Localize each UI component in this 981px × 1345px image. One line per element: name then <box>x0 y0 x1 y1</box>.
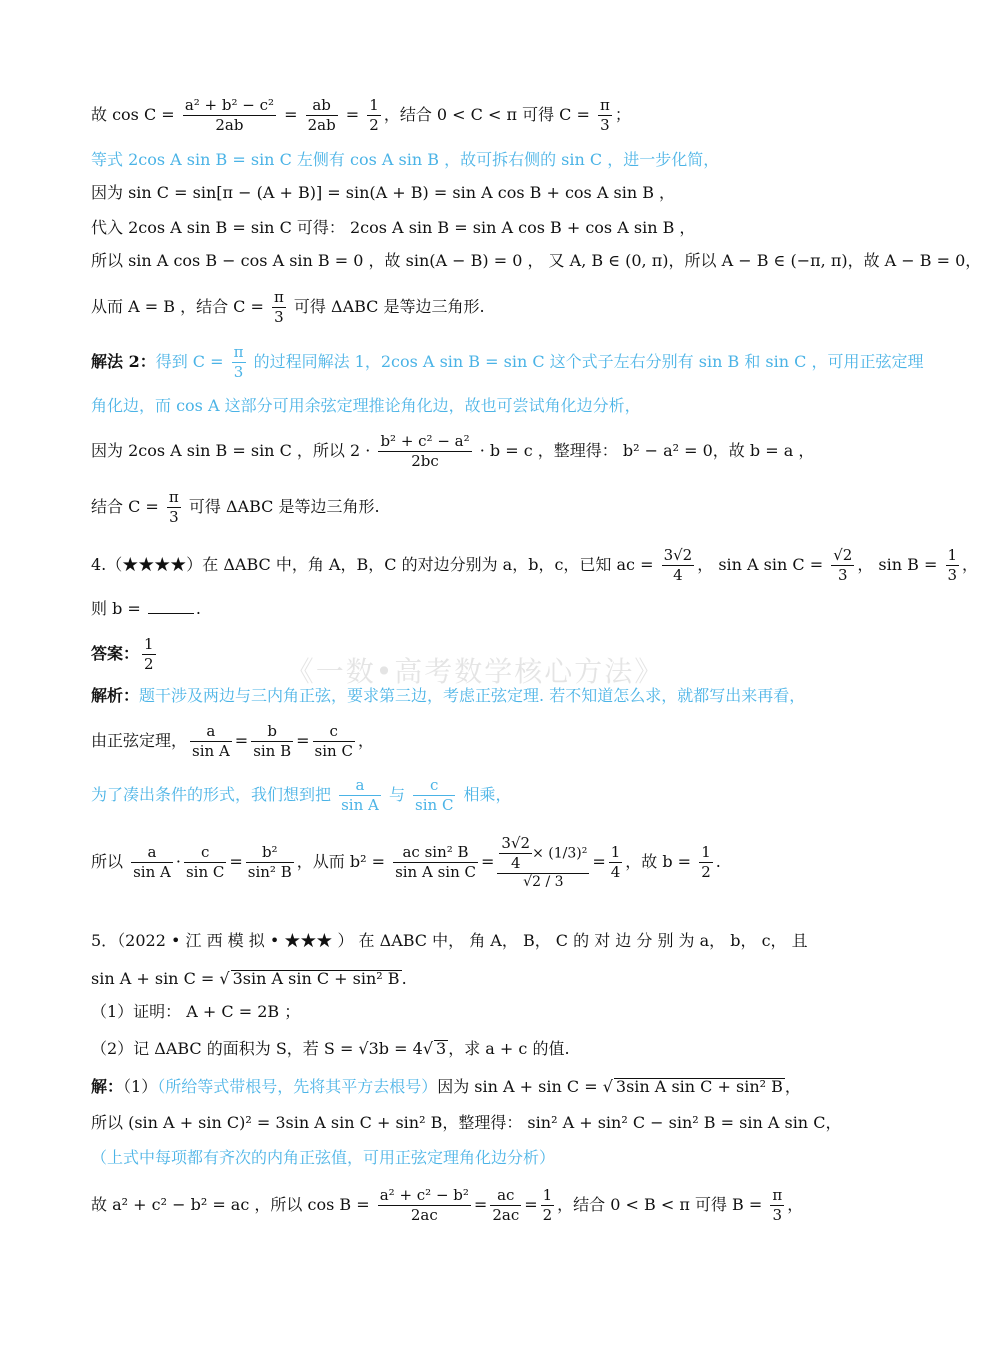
problem-5-part-2: （2）记 ΔABC 的面积为 S，若 S = √3b = 4√ 3 ，求 a + c 的值. <box>91 1039 570 1058</box>
hint-line-1: 等式 2cos A sin B = sin C 左侧有 cos A sin B ，故可拆右侧的 sin C ，进一步化简， <box>91 150 720 169</box>
analysis: 解析：题干涉及两边与三内角正弦，要求第三边，考虑正弦定理. 若不知道怎么求，就都写出来再看， <box>91 686 806 705</box>
problem-5-part-1: （1）证明： A + C = 2B ； <box>91 1002 301 1021</box>
answer: 答案： $\frac{1}{2}$ <box>91 635 154 673</box>
cosC-line: 故 cos C = $\frac{\text{a² + b² − c²}}{2ab}$ = $\frac{ab}{2ab}$ = $\frac{1}{2}$ ，结合 0 < C < π 可得 C = $\frac{\pi}{3}$ ； <box>91 96 631 134</box>
derivation-line-2: 代入 2cos A sin B = sin C 可得： 2cos A sin B = sin A cos B + cos A sin B ， <box>91 218 696 237</box>
problem-4: 4.（★★★★）在 ΔABC 中，角 A，B，C 的对边分别为 a，b，c，已知 ac = $\frac{3√2}{4}$ ， sin A sin C = $\frac{√2}{3}$ ， sin B = $\frac{1}{3}$ ， <box>91 546 979 584</box>
hint-line-2: 为了凑出条件的形式，我们想到把 $\frac{a}{\text{sin A}}$ 与 $\frac{c}{\text{sin C}}$ 相乘， <box>91 776 512 814</box>
derivation-line-3: 所以 sin A cos B − cos A sin B = 0 ，故 sin(A − B) = 0 ， 又 A, B ∈ (0, π)，所以 A − B ∈ (−π, π)，故 A − B = 0， <box>91 251 981 270</box>
method-2-derivation: 因为 2cos A sin B = sin C ，所以 2 · $\frac{\text{b² + c² − a²}}{2bc}$ · b = c ，整理得： b² − a² = 0，故 b = a ， <box>91 432 815 470</box>
solution-line-1: 解：（1）（所给等式带根号，先将其平方去根号）因为 sin A + sin C = √ 3sin A sin C + sin² B ， <box>91 1077 801 1096</box>
method-2-line: 解法 2：得到 C = $\frac{\pi}{3}$ 的过程同解法 1，2cos A sin B = sin C 这个式子左右分别有 sin B 和 sin C ，可用正弦定理 <box>91 343 924 381</box>
calc-line: 所以 $\frac{a}{\text{sin A}}$ · $\frac{c}{\text{sin C}}$ = $\frac{\text{b²}}{\text{sin² B}}$ ，从而 b² = $\frac{\text{ac sin² B}}{\text{sin A sin C}}$ = $\frac{3√2}{4}$ × (1/3)² √2 / 3 = $\frac{1}{4}$ ，故 b = $\frac{1}{2}$ . <box>91 834 721 890</box>
problem-4-blank: 则 b = . <box>91 599 202 618</box>
conclusion-line-2: 结合 C = $\frac{\pi}{3}$ 可得 ΔABC 是等边三角形. <box>91 488 380 526</box>
sine-law-line: 由正弦定理， $\frac{a}{\text{sin A}}$ = $\frac{b}{\text{sin B}}$ = $\frac{c}{\text{sin C}}$ ， <box>91 722 374 760</box>
problem-5-equation: sin A + sin C = √ 3sin A sin C + sin² B . <box>91 969 407 988</box>
method-2-line-2: 角化边，而 cos A 这部分可用余弦定理推论角化边，故也可尝试角化边分析， <box>91 396 641 415</box>
conclusion-line-1: 从而 A = B ，结合 C = $\frac{\pi}{3}$ 可得 ΔABC 是等边三角形. <box>91 288 485 326</box>
solution-hint: （上式中每项都有齐次的内角正弦值，可用正弦定理角化边分析） <box>91 1148 556 1167</box>
derivation-line-1: 因为 sin C = sin[π − (A + B)] = sin(A + B) = sin A cos B + cos A sin B ， <box>91 183 676 202</box>
solution-line-2: 所以 (sin A + sin C)² = 3sin A sin C + sin² B，整理得： sin² A + sin² C − sin² B = sin A sin C， <box>91 1113 842 1132</box>
problem-5: 5．（2022 • 江 西 模 拟 • ★★★ ） 在 ΔABC 中， 角 A， B， C 的 对 边 分 别 为 a， b， c， 且 <box>91 931 808 950</box>
watermark: 《一数•高考数学核心方法》 <box>285 655 665 688</box>
solution-line-3: 故 a² + c² − b² = ac ，所以 cos B = $\frac{\text{a² + c² − b²}}{2ac}$ = $\frac{ac}{2ac}$ = $\frac{1}{2}$ ，结合 0 < B < π 可得 B = $\frac{\pi}{3}$ ， <box>91 1186 804 1224</box>
